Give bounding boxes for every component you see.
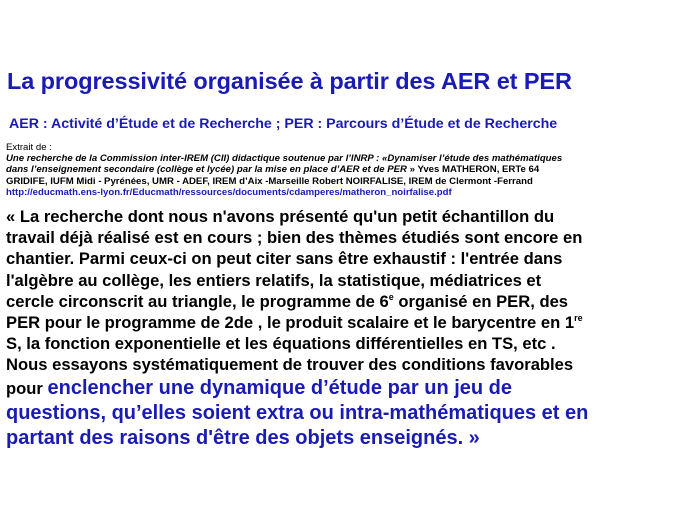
quote-line-10: questions, qu’elles soient extra ou intra-mathématiques et en: [6, 402, 589, 425]
quote-line-9-highlight: enclencher une dynamique d’étude par un jeu de: [47, 376, 513, 399]
citation-line-3: GRIDIFE, IUFM Midi - Pyrénées, UMR - ADEF, IREM d’Aix -Marseille Robert NOIRFALISE, IREM de Clermont -Ferrand: [6, 175, 533, 187]
quote-line-11: partant des raisons d'être des objets enseignés. »: [6, 426, 480, 449]
quote-line-5-start: cercle circonscrit au triangle, le programme de 6: [6, 291, 389, 311]
quote-line-1: « La recherche dont nous n'avons présenté qu'un petit échantillon du: [6, 207, 555, 226]
slide-title: La progressivité organisée à partir des AER et PER: [7, 68, 572, 94]
quote-line-9: [6, 376, 689, 402]
quote-line-6: [6, 312, 689, 333]
citation-line-2-title: dans l’enseignement secondaire (collège et lycée) par la mise en place d’AER et de PER: [6, 164, 407, 176]
quote-line-5-sup: e: [388, 291, 394, 302]
quote-line-5: [6, 291, 689, 312]
citation-line-1: Une recherche de la Commission inter-IREM (CII) didactique soutenue par l’INRP : «Dynamiser l’étude des mathématiques: [6, 153, 563, 165]
citation-line-2: [6, 164, 686, 175]
citation-line-2-authors: » Yves MATHERON, ERTe 64: [406, 164, 540, 176]
quote-line-9-start: pour: [6, 378, 48, 398]
quote-line-8: Nous essayons systématiquement de trouver des conditions favorables: [6, 355, 574, 375]
quote-line-6-sup: re: [574, 313, 583, 324]
slide-subtitle: AER : Activité d’Étude et de Recherche ; PER : Parcours d’Étude et de Recherche: [9, 116, 558, 132]
quote-line-5-end: organisé en PER, des: [393, 291, 569, 311]
quote-line-6-start: PER pour le programme de 2de , le produit scalaire et le barycentre en 1: [6, 313, 575, 333]
quote-block: [6, 206, 689, 450]
source-citation: [6, 142, 686, 198]
citation-label: Extrait de :: [6, 142, 52, 153]
quote-line-3: chantier. Parmi ceux-ci on peut citer sans être exhaustif : l'entrée dans: [6, 249, 563, 269]
quote-line-2: travail déjà réalisé est en cours ; bien des thèmes étudiés sont encore en: [6, 228, 583, 248]
quote-line-7: S, la fonction exponentielle et les équations différentielles en TS, etc .: [6, 334, 556, 354]
quote-line-4: l'algèbre au collège, les entiers relatifs, la statistique, médiatrices et: [6, 270, 542, 290]
citation-link[interactable]: http://educmath.ens-lyon.fr/Educmath/ressources/documents/cdamperes/matheron_noirfalise.pdf: [6, 186, 452, 198]
